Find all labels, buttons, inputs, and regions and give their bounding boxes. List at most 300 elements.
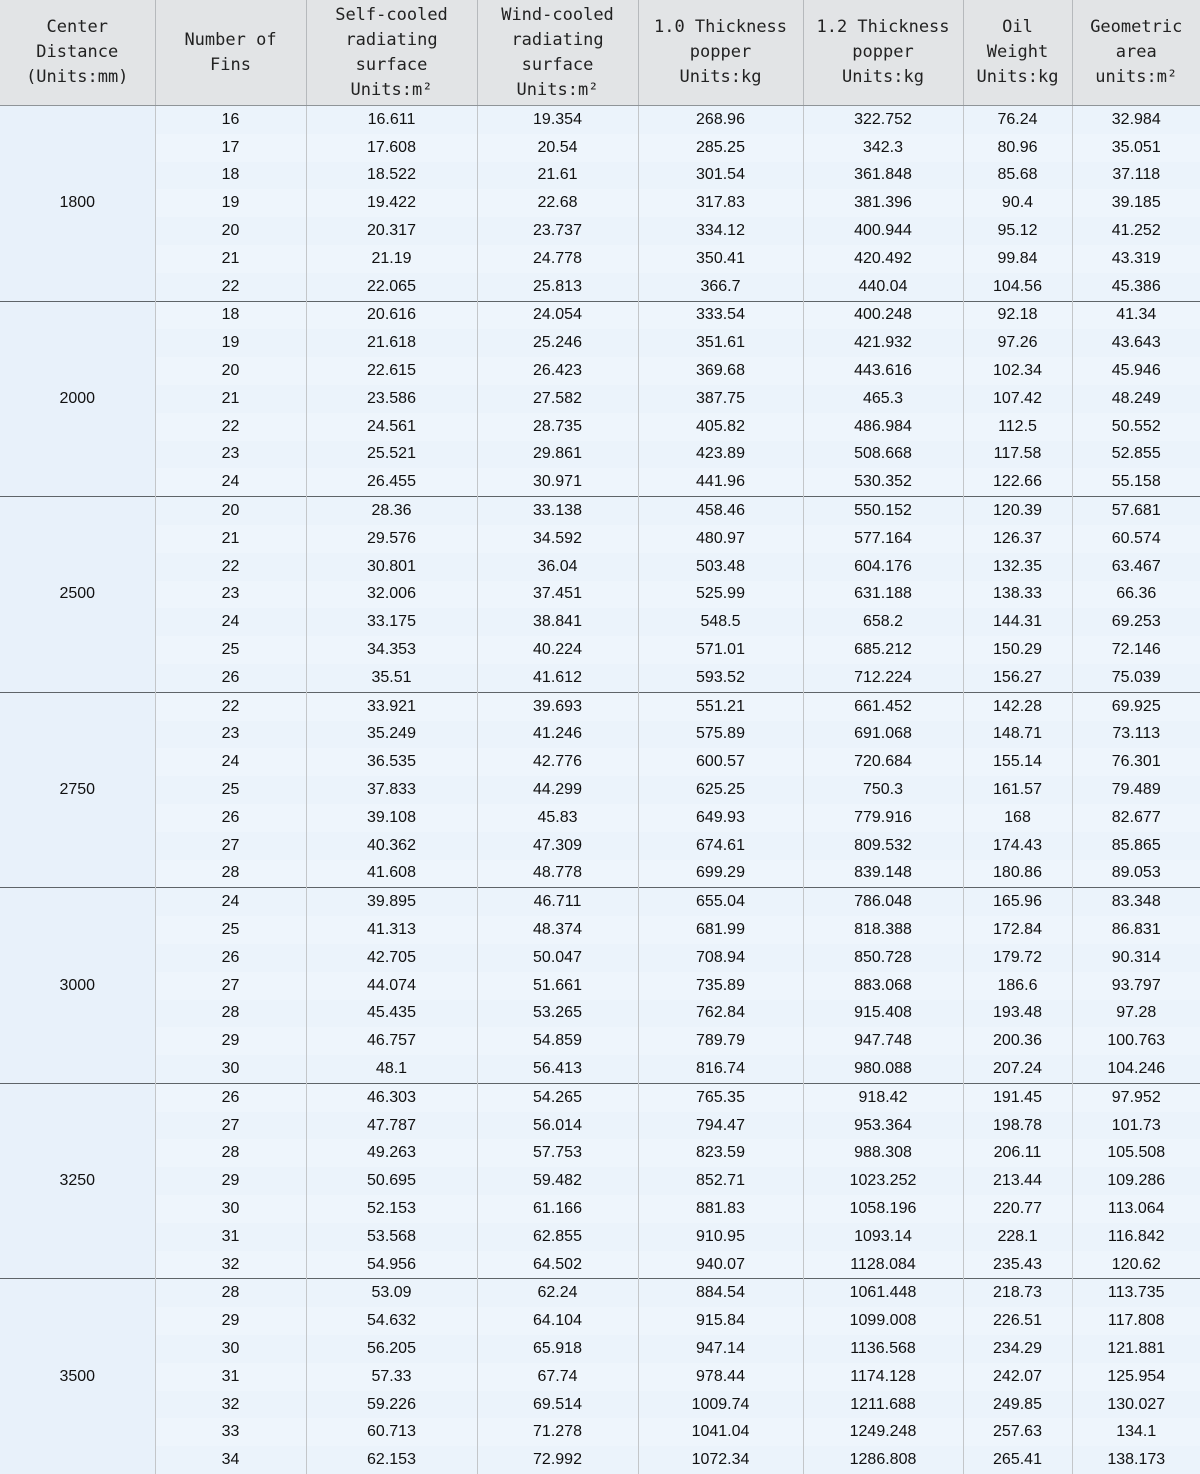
self-cooled-surface-cell: 19.422 bbox=[306, 189, 477, 217]
self-cooled-surface-cell: 30.801 bbox=[306, 553, 477, 581]
wind-cooled-surface-cell: 72.992 bbox=[477, 1446, 638, 1474]
fins-count-cell: 24 bbox=[155, 748, 306, 776]
fins-count-cell: 30 bbox=[155, 1195, 306, 1223]
geometric-area-cell: 104.246 bbox=[1072, 1055, 1200, 1083]
wind-cooled-surface-cell: 19.354 bbox=[477, 106, 638, 134]
popper-1-2-weight-cell: 915.408 bbox=[803, 1000, 963, 1028]
wind-cooled-surface-cell: 71.278 bbox=[477, 1418, 638, 1446]
wind-cooled-surface-cell: 65.918 bbox=[477, 1335, 638, 1363]
self-cooled-surface-cell: 35.51 bbox=[306, 664, 477, 692]
wind-cooled-surface-cell: 53.265 bbox=[477, 1000, 638, 1028]
popper-1-2-weight-cell: 631.188 bbox=[803, 581, 963, 609]
table-row bbox=[0, 106, 1200, 134]
col-header-number-of-fins: Number of Fins bbox=[155, 0, 306, 106]
oil-weight-cell: 102.34 bbox=[963, 357, 1072, 385]
geometric-area-cell: 37.118 bbox=[1072, 162, 1200, 190]
wind-cooled-surface-cell: 67.74 bbox=[477, 1363, 638, 1391]
geometric-area-cell: 50.552 bbox=[1072, 413, 1200, 441]
fins-count-cell: 26 bbox=[155, 804, 306, 832]
fins-count-cell: 23 bbox=[155, 581, 306, 609]
geometric-area-cell: 113.735 bbox=[1072, 1279, 1200, 1307]
fins-count-cell: 30 bbox=[155, 1055, 306, 1083]
wind-cooled-surface-cell: 36.04 bbox=[477, 553, 638, 581]
self-cooled-surface-cell: 22.615 bbox=[306, 357, 477, 385]
popper-1-0-weight-cell: 625.25 bbox=[638, 776, 803, 804]
oil-weight-cell: 242.07 bbox=[963, 1363, 1072, 1391]
self-cooled-surface-cell: 32.006 bbox=[306, 581, 477, 609]
oil-weight-cell: 95.12 bbox=[963, 217, 1072, 245]
fins-count-cell: 22 bbox=[155, 413, 306, 441]
wind-cooled-surface-cell: 48.374 bbox=[477, 916, 638, 944]
popper-1-0-weight-cell: 593.52 bbox=[638, 664, 803, 692]
table-row bbox=[0, 329, 1200, 357]
popper-1-2-weight-cell: 953.364 bbox=[803, 1112, 963, 1140]
popper-1-2-weight-cell: 947.748 bbox=[803, 1027, 963, 1055]
popper-1-0-weight-cell: 285.25 bbox=[638, 134, 803, 162]
wind-cooled-surface-cell: 23.737 bbox=[477, 217, 638, 245]
table-row bbox=[0, 748, 1200, 776]
wind-cooled-surface-cell: 64.104 bbox=[477, 1307, 638, 1335]
geometric-area-cell: 120.62 bbox=[1072, 1251, 1200, 1279]
popper-1-0-weight-cell: 910.95 bbox=[638, 1223, 803, 1251]
oil-weight-cell: 174.43 bbox=[963, 832, 1072, 860]
oil-weight-cell: 122.66 bbox=[963, 468, 1072, 496]
geometric-area-cell: 63.467 bbox=[1072, 553, 1200, 581]
popper-1-2-weight-cell: 342.3 bbox=[803, 134, 963, 162]
popper-1-0-weight-cell: 441.96 bbox=[638, 468, 803, 496]
self-cooled-surface-cell: 53.568 bbox=[306, 1223, 477, 1251]
geometric-area-cell: 69.253 bbox=[1072, 608, 1200, 636]
fins-count-cell: 19 bbox=[155, 189, 306, 217]
wind-cooled-surface-cell: 29.861 bbox=[477, 441, 638, 469]
popper-1-0-weight-cell: 458.46 bbox=[638, 497, 803, 525]
self-cooled-surface-cell: 37.833 bbox=[306, 776, 477, 804]
wind-cooled-surface-cell: 22.68 bbox=[477, 189, 638, 217]
popper-1-2-weight-cell: 883.068 bbox=[803, 972, 963, 1000]
popper-1-2-weight-cell: 486.984 bbox=[803, 413, 963, 441]
geometric-area-cell: 90.314 bbox=[1072, 944, 1200, 972]
popper-1-2-weight-cell: 1286.808 bbox=[803, 1446, 963, 1474]
wind-cooled-surface-cell: 61.166 bbox=[477, 1195, 638, 1223]
oil-weight-cell: 228.1 bbox=[963, 1223, 1072, 1251]
self-cooled-surface-cell: 22.065 bbox=[306, 273, 477, 301]
table-row bbox=[0, 888, 1200, 916]
geometric-area-cell: 109.286 bbox=[1072, 1167, 1200, 1195]
wind-cooled-surface-cell: 59.482 bbox=[477, 1167, 638, 1195]
wind-cooled-surface-cell: 50.047 bbox=[477, 944, 638, 972]
col-header-1-2-thickness-popper: 1.2 Thickness popper Units:kg bbox=[803, 0, 963, 106]
self-cooled-surface-cell: 48.1 bbox=[306, 1055, 477, 1083]
geometric-area-cell: 138.173 bbox=[1072, 1446, 1200, 1474]
geometric-area-cell: 83.348 bbox=[1072, 888, 1200, 916]
popper-1-2-weight-cell: 440.04 bbox=[803, 273, 963, 301]
table-row bbox=[0, 1279, 1200, 1307]
center-distance-cell: 3000 bbox=[0, 888, 155, 1084]
fins-count-cell: 22 bbox=[155, 553, 306, 581]
wind-cooled-surface-cell: 42.776 bbox=[477, 748, 638, 776]
wind-cooled-surface-cell: 33.138 bbox=[477, 497, 638, 525]
col-header-center-distance: Center Distance (Units:mm) bbox=[0, 0, 155, 106]
fins-count-cell: 16 bbox=[155, 106, 306, 134]
self-cooled-surface-cell: 33.175 bbox=[306, 608, 477, 636]
table-row bbox=[0, 134, 1200, 162]
oil-weight-cell: 265.41 bbox=[963, 1446, 1072, 1474]
self-cooled-surface-cell: 36.535 bbox=[306, 748, 477, 776]
wind-cooled-surface-cell: 44.299 bbox=[477, 776, 638, 804]
self-cooled-surface-cell: 59.226 bbox=[306, 1391, 477, 1419]
popper-1-0-weight-cell: 600.57 bbox=[638, 748, 803, 776]
center-distance-cell: 1800 bbox=[0, 106, 155, 302]
oil-weight-cell: 220.77 bbox=[963, 1195, 1072, 1223]
oil-weight-cell: 126.37 bbox=[963, 525, 1072, 553]
popper-1-0-weight-cell: 915.84 bbox=[638, 1307, 803, 1335]
center-distance-cell: 3250 bbox=[0, 1083, 155, 1279]
oil-weight-cell: 76.24 bbox=[963, 106, 1072, 134]
self-cooled-surface-cell: 40.362 bbox=[306, 832, 477, 860]
fins-count-cell: 27 bbox=[155, 972, 306, 1000]
popper-1-0-weight-cell: 789.79 bbox=[638, 1027, 803, 1055]
popper-1-0-weight-cell: 503.48 bbox=[638, 553, 803, 581]
popper-1-2-weight-cell: 322.752 bbox=[803, 106, 963, 134]
popper-1-2-weight-cell: 691.068 bbox=[803, 721, 963, 749]
geometric-area-cell: 101.73 bbox=[1072, 1112, 1200, 1140]
wind-cooled-surface-cell: 25.813 bbox=[477, 273, 638, 301]
popper-1-0-weight-cell: 884.54 bbox=[638, 1279, 803, 1307]
popper-1-2-weight-cell: 1023.252 bbox=[803, 1167, 963, 1195]
oil-weight-cell: 138.33 bbox=[963, 581, 1072, 609]
col-header-1-0-thickness-popper: 1.0 Thickness popper Units:kg bbox=[638, 0, 803, 106]
table-row bbox=[0, 468, 1200, 496]
oil-weight-cell: 99.84 bbox=[963, 245, 1072, 273]
wind-cooled-surface-cell: 25.246 bbox=[477, 329, 638, 357]
popper-1-2-weight-cell: 918.42 bbox=[803, 1083, 963, 1111]
popper-1-2-weight-cell: 1093.14 bbox=[803, 1223, 963, 1251]
fins-count-cell: 34 bbox=[155, 1446, 306, 1474]
geometric-area-cell: 39.185 bbox=[1072, 189, 1200, 217]
oil-weight-cell: 92.18 bbox=[963, 301, 1072, 329]
oil-weight-cell: 193.48 bbox=[963, 1000, 1072, 1028]
popper-1-0-weight-cell: 823.59 bbox=[638, 1139, 803, 1167]
geometric-area-cell: 66.36 bbox=[1072, 581, 1200, 609]
wind-cooled-surface-cell: 62.24 bbox=[477, 1279, 638, 1307]
popper-1-0-weight-cell: 655.04 bbox=[638, 888, 803, 916]
wind-cooled-surface-cell: 40.224 bbox=[477, 636, 638, 664]
oil-weight-cell: 198.78 bbox=[963, 1112, 1072, 1140]
oil-weight-cell: 104.56 bbox=[963, 273, 1072, 301]
popper-1-0-weight-cell: 317.83 bbox=[638, 189, 803, 217]
self-cooled-surface-cell: 20.317 bbox=[306, 217, 477, 245]
table-row bbox=[0, 273, 1200, 301]
wind-cooled-surface-cell: 39.693 bbox=[477, 692, 638, 720]
oil-weight-cell: 235.43 bbox=[963, 1251, 1072, 1279]
oil-weight-cell: 218.73 bbox=[963, 1279, 1072, 1307]
fins-count-cell: 20 bbox=[155, 357, 306, 385]
oil-weight-cell: 120.39 bbox=[963, 497, 1072, 525]
fins-count-cell: 19 bbox=[155, 329, 306, 357]
popper-1-2-weight-cell: 400.248 bbox=[803, 301, 963, 329]
fins-count-cell: 28 bbox=[155, 860, 306, 888]
popper-1-2-weight-cell: 712.224 bbox=[803, 664, 963, 692]
self-cooled-surface-cell: 53.09 bbox=[306, 1279, 477, 1307]
wind-cooled-surface-cell: 24.778 bbox=[477, 245, 638, 273]
fins-count-cell: 24 bbox=[155, 608, 306, 636]
table-row bbox=[0, 385, 1200, 413]
wind-cooled-surface-cell: 27.582 bbox=[477, 385, 638, 413]
table-row bbox=[0, 1363, 1200, 1391]
col-header-wind-cooled-surface: Wind-cooled radiating surface Units:m² bbox=[477, 0, 638, 106]
oil-weight-cell: 207.24 bbox=[963, 1055, 1072, 1083]
self-cooled-surface-cell: 47.787 bbox=[306, 1112, 477, 1140]
oil-weight-cell: 155.14 bbox=[963, 748, 1072, 776]
fins-count-cell: 22 bbox=[155, 692, 306, 720]
table-row bbox=[0, 1000, 1200, 1028]
popper-1-2-weight-cell: 604.176 bbox=[803, 553, 963, 581]
geometric-area-cell: 41.252 bbox=[1072, 217, 1200, 245]
fins-count-cell: 27 bbox=[155, 832, 306, 860]
wind-cooled-surface-cell: 64.502 bbox=[477, 1251, 638, 1279]
table-row bbox=[0, 692, 1200, 720]
wind-cooled-surface-cell: 26.423 bbox=[477, 357, 638, 385]
oil-weight-cell: 179.72 bbox=[963, 944, 1072, 972]
geometric-area-cell: 117.808 bbox=[1072, 1307, 1200, 1335]
geometric-area-cell: 45.946 bbox=[1072, 357, 1200, 385]
fins-count-cell: 25 bbox=[155, 636, 306, 664]
popper-1-0-weight-cell: 350.41 bbox=[638, 245, 803, 273]
table-row bbox=[0, 301, 1200, 329]
self-cooled-surface-cell: 49.263 bbox=[306, 1139, 477, 1167]
center-distance-cell: 2750 bbox=[0, 692, 155, 888]
popper-1-2-weight-cell: 786.048 bbox=[803, 888, 963, 916]
popper-1-0-weight-cell: 816.74 bbox=[638, 1055, 803, 1083]
popper-1-2-weight-cell: 381.396 bbox=[803, 189, 963, 217]
self-cooled-surface-cell: 54.956 bbox=[306, 1251, 477, 1279]
popper-1-0-weight-cell: 387.75 bbox=[638, 385, 803, 413]
oil-weight-cell: 117.58 bbox=[963, 441, 1072, 469]
popper-1-2-weight-cell: 421.932 bbox=[803, 329, 963, 357]
popper-1-0-weight-cell: 333.54 bbox=[638, 301, 803, 329]
geometric-area-cell: 35.051 bbox=[1072, 134, 1200, 162]
fins-count-cell: 24 bbox=[155, 468, 306, 496]
wind-cooled-surface-cell: 30.971 bbox=[477, 468, 638, 496]
self-cooled-surface-cell: 44.074 bbox=[306, 972, 477, 1000]
wind-cooled-surface-cell: 56.413 bbox=[477, 1055, 638, 1083]
popper-1-2-weight-cell: 1249.248 bbox=[803, 1418, 963, 1446]
self-cooled-surface-cell: 28.36 bbox=[306, 497, 477, 525]
fins-count-cell: 18 bbox=[155, 162, 306, 190]
fins-count-cell: 21 bbox=[155, 525, 306, 553]
popper-1-2-weight-cell: 530.352 bbox=[803, 468, 963, 496]
popper-1-2-weight-cell: 850.728 bbox=[803, 944, 963, 972]
popper-1-2-weight-cell: 420.492 bbox=[803, 245, 963, 273]
geometric-area-cell: 93.797 bbox=[1072, 972, 1200, 1000]
oil-weight-cell: 168 bbox=[963, 804, 1072, 832]
table-row bbox=[0, 832, 1200, 860]
geometric-area-cell: 57.681 bbox=[1072, 497, 1200, 525]
popper-1-0-weight-cell: 1041.04 bbox=[638, 1418, 803, 1446]
table-row bbox=[0, 581, 1200, 609]
self-cooled-surface-cell: 17.608 bbox=[306, 134, 477, 162]
self-cooled-surface-cell: 29.576 bbox=[306, 525, 477, 553]
popper-1-2-weight-cell: 1058.196 bbox=[803, 1195, 963, 1223]
geometric-area-cell: 97.28 bbox=[1072, 1000, 1200, 1028]
popper-1-2-weight-cell: 1136.568 bbox=[803, 1335, 963, 1363]
popper-1-2-weight-cell: 577.164 bbox=[803, 525, 963, 553]
fins-count-cell: 28 bbox=[155, 1279, 306, 1307]
self-cooled-surface-cell: 33.921 bbox=[306, 692, 477, 720]
wind-cooled-surface-cell: 54.265 bbox=[477, 1083, 638, 1111]
geometric-area-cell: 32.984 bbox=[1072, 106, 1200, 134]
table-row bbox=[0, 189, 1200, 217]
popper-1-0-weight-cell: 351.61 bbox=[638, 329, 803, 357]
fins-count-cell: 26 bbox=[155, 1083, 306, 1111]
self-cooled-surface-cell: 39.895 bbox=[306, 888, 477, 916]
oil-weight-cell: 191.45 bbox=[963, 1083, 1072, 1111]
fins-count-cell: 32 bbox=[155, 1251, 306, 1279]
popper-1-2-weight-cell: 1211.688 bbox=[803, 1391, 963, 1419]
fins-count-cell: 26 bbox=[155, 664, 306, 692]
self-cooled-surface-cell: 46.303 bbox=[306, 1083, 477, 1111]
popper-1-0-weight-cell: 423.89 bbox=[638, 441, 803, 469]
self-cooled-surface-cell: 34.353 bbox=[306, 636, 477, 664]
wind-cooled-surface-cell: 51.661 bbox=[477, 972, 638, 1000]
popper-1-2-weight-cell: 1128.084 bbox=[803, 1251, 963, 1279]
table-row bbox=[0, 217, 1200, 245]
geometric-area-cell: 43.319 bbox=[1072, 245, 1200, 273]
geometric-area-cell: 60.574 bbox=[1072, 525, 1200, 553]
table-row bbox=[0, 916, 1200, 944]
table-row bbox=[0, 1112, 1200, 1140]
fins-count-cell: 21 bbox=[155, 385, 306, 413]
popper-1-0-weight-cell: 794.47 bbox=[638, 1112, 803, 1140]
col-header-geometric-area: Geometric area units:m² bbox=[1072, 0, 1200, 106]
fins-count-cell: 30 bbox=[155, 1335, 306, 1363]
self-cooled-surface-cell: 62.153 bbox=[306, 1446, 477, 1474]
table-row bbox=[0, 608, 1200, 636]
geometric-area-cell: 43.643 bbox=[1072, 329, 1200, 357]
fins-count-cell: 20 bbox=[155, 217, 306, 245]
popper-1-2-weight-cell: 1099.008 bbox=[803, 1307, 963, 1335]
wind-cooled-surface-cell: 41.612 bbox=[477, 664, 638, 692]
popper-1-2-weight-cell: 508.668 bbox=[803, 441, 963, 469]
popper-1-0-weight-cell: 301.54 bbox=[638, 162, 803, 190]
popper-1-2-weight-cell: 750.3 bbox=[803, 776, 963, 804]
fins-count-cell: 29 bbox=[155, 1167, 306, 1195]
popper-1-2-weight-cell: 818.388 bbox=[803, 916, 963, 944]
wind-cooled-surface-cell: 69.514 bbox=[477, 1391, 638, 1419]
popper-1-0-weight-cell: 649.93 bbox=[638, 804, 803, 832]
popper-1-2-weight-cell: 839.148 bbox=[803, 860, 963, 888]
wind-cooled-surface-cell: 62.855 bbox=[477, 1223, 638, 1251]
self-cooled-surface-cell: 52.153 bbox=[306, 1195, 477, 1223]
popper-1-0-weight-cell: 674.61 bbox=[638, 832, 803, 860]
table-row bbox=[0, 1055, 1200, 1083]
oil-weight-cell: 148.71 bbox=[963, 721, 1072, 749]
table-row bbox=[0, 1083, 1200, 1111]
geometric-area-cell: 73.113 bbox=[1072, 721, 1200, 749]
popper-1-2-weight-cell: 720.684 bbox=[803, 748, 963, 776]
geometric-area-cell: 48.249 bbox=[1072, 385, 1200, 413]
geometric-area-cell: 113.064 bbox=[1072, 1195, 1200, 1223]
self-cooled-surface-cell: 46.757 bbox=[306, 1027, 477, 1055]
popper-1-0-weight-cell: 735.89 bbox=[638, 972, 803, 1000]
popper-1-0-weight-cell: 1009.74 bbox=[638, 1391, 803, 1419]
popper-1-0-weight-cell: 978.44 bbox=[638, 1363, 803, 1391]
popper-1-0-weight-cell: 571.01 bbox=[638, 636, 803, 664]
table-row bbox=[0, 1139, 1200, 1167]
self-cooled-surface-cell: 18.522 bbox=[306, 162, 477, 190]
wind-cooled-surface-cell: 28.735 bbox=[477, 413, 638, 441]
table-row bbox=[0, 1307, 1200, 1335]
geometric-area-cell: 41.34 bbox=[1072, 301, 1200, 329]
self-cooled-surface-cell: 26.455 bbox=[306, 468, 477, 496]
oil-weight-cell: 161.57 bbox=[963, 776, 1072, 804]
popper-1-2-weight-cell: 443.616 bbox=[803, 357, 963, 385]
oil-weight-cell: 150.29 bbox=[963, 636, 1072, 664]
geometric-area-cell: 134.1 bbox=[1072, 1418, 1200, 1446]
popper-1-0-weight-cell: 947.14 bbox=[638, 1335, 803, 1363]
table-row bbox=[0, 664, 1200, 692]
self-cooled-surface-cell: 21.19 bbox=[306, 245, 477, 273]
wind-cooled-surface-cell: 48.778 bbox=[477, 860, 638, 888]
geometric-area-cell: 45.386 bbox=[1072, 273, 1200, 301]
popper-1-0-weight-cell: 334.12 bbox=[638, 217, 803, 245]
fins-count-cell: 21 bbox=[155, 245, 306, 273]
oil-weight-cell: 172.84 bbox=[963, 916, 1072, 944]
geometric-area-cell: 85.865 bbox=[1072, 832, 1200, 860]
table-row bbox=[0, 1446, 1200, 1474]
fins-count-cell: 26 bbox=[155, 944, 306, 972]
self-cooled-surface-cell: 57.33 bbox=[306, 1363, 477, 1391]
wind-cooled-surface-cell: 24.054 bbox=[477, 301, 638, 329]
popper-1-0-weight-cell: 366.7 bbox=[638, 273, 803, 301]
popper-1-0-weight-cell: 525.99 bbox=[638, 581, 803, 609]
popper-1-2-weight-cell: 550.152 bbox=[803, 497, 963, 525]
geometric-area-cell: 125.954 bbox=[1072, 1363, 1200, 1391]
fins-count-cell: 22 bbox=[155, 273, 306, 301]
geometric-area-cell: 121.881 bbox=[1072, 1335, 1200, 1363]
table-row bbox=[0, 413, 1200, 441]
table-row bbox=[0, 1418, 1200, 1446]
self-cooled-surface-cell: 23.586 bbox=[306, 385, 477, 413]
popper-1-2-weight-cell: 685.212 bbox=[803, 636, 963, 664]
oil-weight-cell: 132.35 bbox=[963, 553, 1072, 581]
col-header-self-cooled-surface: Self-cooled radiating surface Units:m² bbox=[306, 0, 477, 106]
self-cooled-surface-cell: 42.705 bbox=[306, 944, 477, 972]
popper-1-2-weight-cell: 809.532 bbox=[803, 832, 963, 860]
fins-count-cell: 31 bbox=[155, 1223, 306, 1251]
self-cooled-surface-cell: 54.632 bbox=[306, 1307, 477, 1335]
geometric-area-cell: 69.925 bbox=[1072, 692, 1200, 720]
wind-cooled-surface-cell: 20.54 bbox=[477, 134, 638, 162]
geometric-area-cell: 97.952 bbox=[1072, 1083, 1200, 1111]
self-cooled-surface-cell: 41.608 bbox=[306, 860, 477, 888]
oil-weight-cell: 257.63 bbox=[963, 1418, 1072, 1446]
table-row bbox=[0, 1223, 1200, 1251]
geometric-area-cell: 76.301 bbox=[1072, 748, 1200, 776]
popper-1-2-weight-cell: 1061.448 bbox=[803, 1279, 963, 1307]
self-cooled-surface-cell: 56.205 bbox=[306, 1335, 477, 1363]
table-row bbox=[0, 860, 1200, 888]
fins-count-cell: 29 bbox=[155, 1027, 306, 1055]
popper-1-0-weight-cell: 575.89 bbox=[638, 721, 803, 749]
popper-1-0-weight-cell: 480.97 bbox=[638, 525, 803, 553]
popper-1-0-weight-cell: 548.5 bbox=[638, 608, 803, 636]
oil-weight-cell: 107.42 bbox=[963, 385, 1072, 413]
oil-weight-cell: 142.28 bbox=[963, 692, 1072, 720]
self-cooled-surface-cell: 41.313 bbox=[306, 916, 477, 944]
table-row bbox=[0, 1167, 1200, 1195]
fins-count-cell: 31 bbox=[155, 1363, 306, 1391]
